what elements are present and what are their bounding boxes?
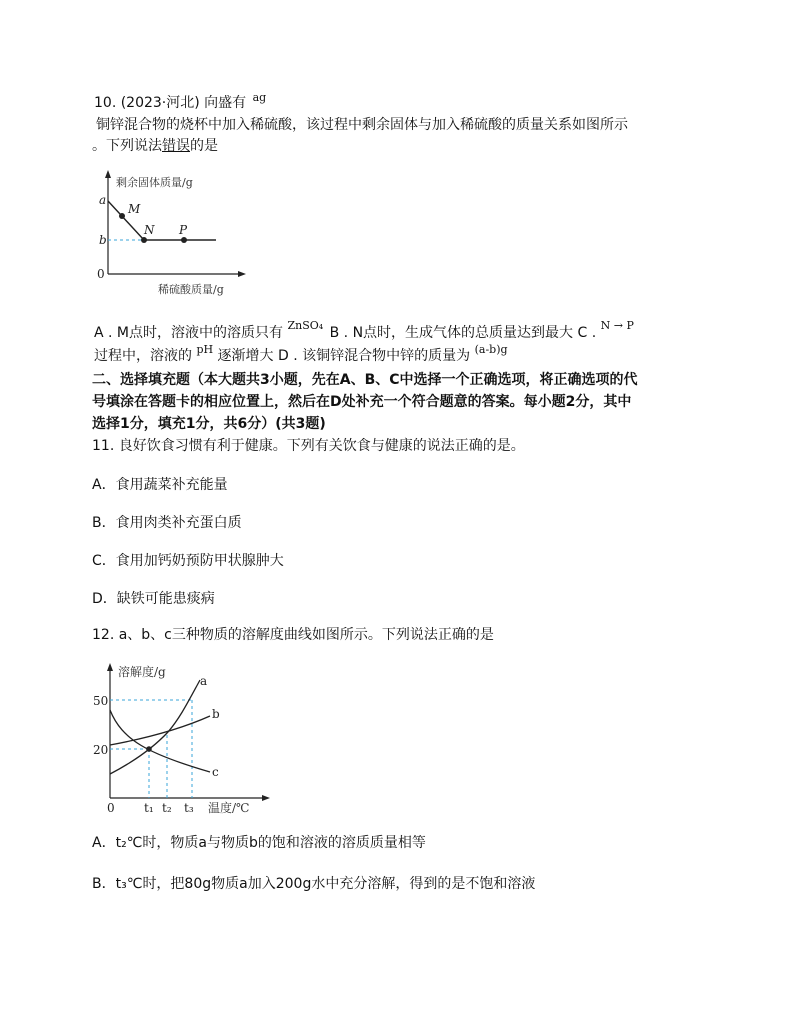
q10-ylabel: 剩余固体质量/g [116, 176, 193, 189]
q11-option-a: A．食用蔬菜补充能量 [92, 477, 228, 493]
q12-curve-a [110, 680, 200, 774]
q10-option-d: D . 该铜锌混合物中锌的质量为 [278, 348, 471, 364]
q12-stem: 12. a、b、c三种物质的溶解度曲线如图所示。下列说法正确的是 [92, 627, 494, 643]
q10-option-c-cont: 过程中，溶液的 [94, 348, 192, 364]
q11-option-b: B．食用肉类补充蛋白质 [92, 515, 242, 531]
q12-option-a-text: 时，物质a与物质b的饱和溶液的溶质质量相等 [142, 835, 426, 851]
q10-y-arrow-icon [105, 170, 111, 178]
q12-option-b-text: 时，把80g物质a加入200g水中充分溶解，得到的是不饱和溶液 [142, 876, 536, 892]
q10-underlined-word: 错误 [162, 138, 190, 154]
q12-tick-50: 50 [93, 694, 109, 708]
q12-option-a-prefix: A． [92, 835, 116, 851]
q12-option-a [92, 835, 426, 853]
q12-origin: 0 [107, 801, 115, 815]
q10-x-arrow-icon [238, 271, 246, 277]
q10-label-n: N [144, 223, 155, 237]
q10-xlabel: 稀硫酸质量/g [158, 283, 224, 296]
q10-option-c-end: 逐渐增大 [217, 348, 274, 364]
q12-label-t1: t₁ [144, 801, 154, 815]
q10-line3-suffix: 的是 [190, 138, 218, 154]
q10-label-a: a [99, 193, 107, 207]
q10-label-p: P [179, 223, 188, 237]
q12-option-b-temp: t₃℃ [115, 876, 143, 892]
q12-tick-20: 20 [93, 743, 109, 757]
q10-formula-ph: pH [196, 343, 214, 356]
q10-option-a: A . M点时，溶液中的溶质只有 [94, 325, 284, 341]
q10-stem-line2: 铜锌混合物的烧杯中加入稀硫酸，该过程中剩余固体与加入稀硫酸的质量关系如图所示 [96, 117, 628, 133]
q10-option-b: B . N点时，生成气体的总质量达到最大 [329, 325, 574, 341]
q10-options-line2 [94, 343, 508, 366]
q12-label-b: b [212, 707, 220, 721]
q10-formula-np: N → P [600, 319, 634, 332]
q12-curve-c [110, 710, 210, 772]
q10-formula-znso4: ZnSO₄ [287, 319, 324, 332]
q12-x-arrow-icon [262, 795, 270, 801]
q11-option-c: C．食用加钙奶预防甲状腺肿大 [92, 553, 284, 569]
q12-label-c: c [212, 765, 219, 779]
q10-label-m: M [128, 202, 141, 216]
q12-label-a: a [200, 674, 208, 688]
q12-intersection-point [146, 746, 152, 752]
q10-stem-line3 [92, 138, 218, 156]
q10-option-c: C . [577, 325, 597, 341]
q10-point-m [119, 213, 125, 219]
q10-point-n [141, 237, 147, 243]
q12-y-arrow-icon [107, 663, 113, 671]
q10-stem-line1 [94, 91, 267, 113]
q12-graph [88, 658, 288, 818]
q11-stem: 11. 良好饮食习惯有利于健康。下列有关饮食与健康的说法正确的是。 [92, 438, 525, 454]
q11-option-d: D．缺铁可能患痰病 [92, 591, 215, 607]
q10-line3-prefix: 。下列说法 [92, 138, 162, 154]
section2-header-line1: 二、选择填充题（本大题共3小题，先在A、B、C中选择一个正确选项，将正确选项的代 [92, 372, 638, 388]
q10-number-source: 10. (2023·河北) 向盛有 [94, 95, 247, 111]
q10-curve [108, 201, 216, 240]
q12-label-t2: t₂ [162, 801, 172, 815]
q12-label-t3: t₃ [184, 801, 194, 815]
q12-option-a-temp: t₂℃ [115, 835, 143, 851]
q12-option-b [92, 876, 535, 894]
q10-options-line1 [94, 319, 634, 343]
q10-point-p [181, 237, 187, 243]
q10-origin: 0 [97, 267, 105, 281]
section2-header-line2: 号填涂在答题卡的相应位置上，然后在D处补充一个符合题意的答案。每小题2分，其中 [92, 394, 632, 410]
q12-xlabel: 温度/℃ [208, 801, 250, 815]
q12-option-b-prefix: B． [92, 876, 116, 892]
q10-mass-symbol: ag [252, 91, 267, 104]
q10-formula-amb: (a-b)g [474, 343, 508, 356]
q10-label-b: b [99, 233, 107, 247]
q10-graph [92, 166, 252, 300]
q12-ylabel: 溶解度/g [118, 665, 166, 679]
section2-header-line3: 选择1分，填充1分，共6分）(共3题) [92, 416, 326, 432]
